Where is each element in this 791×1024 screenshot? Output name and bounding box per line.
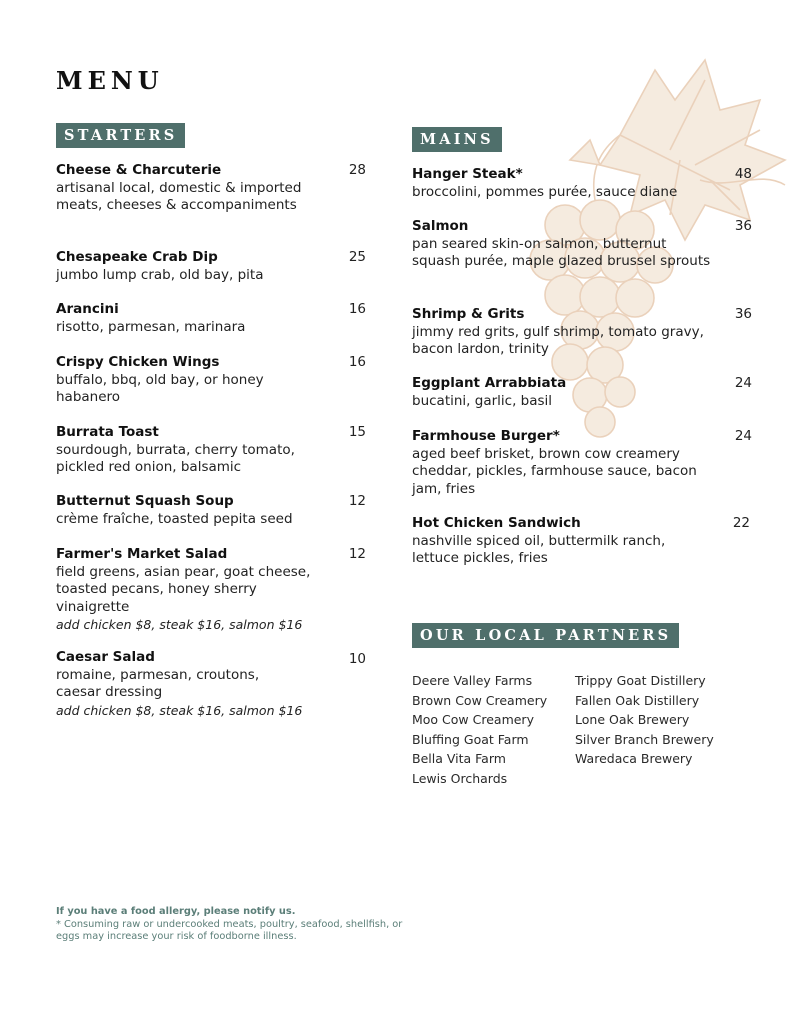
item-add-on-note: add chicken $8, steak $16, salmon $16 [56, 617, 303, 632]
item-name: Salmon [412, 218, 469, 234]
menu-item [412, 218, 752, 271]
partner-name: Fallen Oak Distillery [575, 692, 700, 708]
allergy-notice: If you have a food allergy, please notify us. [56, 906, 296, 917]
item-description: buffalo, bbq, old bay, or honey habanero [56, 371, 264, 405]
item-description: crème fraîche, toasted pepita seed [56, 510, 293, 527]
item-description: nashville spiced oil, buttermilk ranch, lettuce pickles, fries [412, 532, 666, 566]
item-name: Hanger Steak* [412, 166, 523, 182]
item-name: Farmhouse Burger* [412, 428, 560, 444]
menu-item [56, 249, 366, 284]
item-price: 36 [734, 218, 752, 234]
item-description: pan seared skin-on salmon, butternut squash purée, maple glazed brussel sprouts [412, 235, 711, 269]
item-description: jumbo lump crab, old bay, pita [56, 266, 264, 283]
item-name: Cheese & Charcuterie [56, 162, 222, 178]
item-price: 10 [348, 651, 366, 667]
item-price: 22 [732, 515, 750, 531]
menu-item [412, 306, 752, 359]
item-description: artisanal local, domestic & imported meats, cheeses & accompaniments [56, 179, 302, 213]
starters-heading: STARTERS [56, 123, 185, 148]
partners-list-right [575, 671, 714, 769]
menu-item [412, 428, 752, 498]
menu-item [56, 649, 366, 719]
item-name: Butternut Squash Soup [56, 493, 234, 509]
consumption-warning: * Consuming raw or undercooked meats, poultry, seafood, shellfish, or eggs may increase your risk of foodborne illness. [56, 918, 403, 943]
item-price: 16 [348, 354, 366, 370]
partner-name: Moo Cow Creamery [412, 712, 534, 727]
item-description: broccolini, pommes purée, sauce diane [412, 183, 678, 200]
item-price: 15 [348, 424, 366, 440]
partner-name: Brown Cow Creamery [412, 692, 548, 708]
menu-item [412, 375, 752, 410]
partner-name: Lewis Orchards [412, 770, 508, 786]
item-name: Farmer's Market Salad [56, 546, 228, 562]
item-name: Chesapeake Crab Dip [56, 249, 218, 265]
menu-item [56, 424, 366, 477]
menu-item [56, 546, 366, 633]
menu-item [56, 354, 366, 407]
item-price: 36 [734, 306, 752, 322]
item-name: Arancini [56, 301, 119, 317]
item-name: Eggplant Arrabbiata [412, 375, 567, 391]
partner-name: Bluffing Goat Farm [412, 731, 529, 747]
partner-name: Bella Vita Farm [412, 751, 506, 766]
menu-title: MENU [56, 66, 164, 95]
local-partners-heading: OUR LOCAL PARTNERS [412, 623, 679, 648]
item-description: jimmy red grits, gulf shrimp, tomato gravy, bacon lardon, trinity [412, 323, 704, 357]
menu-item [56, 493, 366, 528]
menu-item [56, 162, 366, 215]
item-description: bucatini, garlic, basil [412, 392, 553, 409]
item-name: Caesar Salad [56, 649, 155, 665]
item-add-on-note: add chicken $8, steak $16, salmon $16 [56, 702, 303, 718]
item-name: Shrimp & Grits [412, 306, 525, 322]
item-description: romaine, parmesan, croutons, caesar dressing [56, 666, 260, 700]
partner-name: Lone Oak Brewery [575, 712, 690, 727]
item-description: risotto, parmesan, marinara [56, 318, 246, 335]
mains-heading: MAINS [412, 127, 502, 152]
item-price: 48 [734, 166, 752, 182]
item-name: Crispy Chicken Wings [56, 354, 220, 370]
item-name: Burrata Toast [56, 424, 159, 440]
partners-list-left [412, 671, 547, 788]
partner-name: Deere Valley Farms [412, 673, 533, 688]
partner-name: Trippy Goat Distillery [575, 673, 706, 688]
item-name: Hot Chicken Sandwich [412, 515, 581, 531]
item-price: 25 [348, 249, 366, 265]
menu-item [56, 301, 366, 336]
item-price: 28 [348, 162, 366, 178]
item-price: 12 [348, 493, 366, 509]
item-description: sourdough, burrata, cherry tomato, pickled red onion, balsamic [56, 441, 295, 475]
menu-item [412, 515, 752, 568]
item-description: aged beef brisket, brown cow creamery cheddar, pickles, farmhouse sauce, bacon jam, fries [412, 445, 697, 497]
item-price: 16 [348, 301, 366, 317]
item-description: field greens, asian pear, goat cheese, toasted pecans, honey sherry vinaigrette [56, 563, 311, 615]
item-price: 12 [348, 546, 366, 562]
partner-name: Waredaca Brewery [575, 751, 693, 766]
item-price: 24 [734, 375, 752, 391]
partner-name: Silver Branch Brewery [575, 731, 714, 747]
menu-item [412, 166, 752, 201]
item-price: 24 [734, 428, 752, 444]
footer-notice [56, 906, 416, 944]
